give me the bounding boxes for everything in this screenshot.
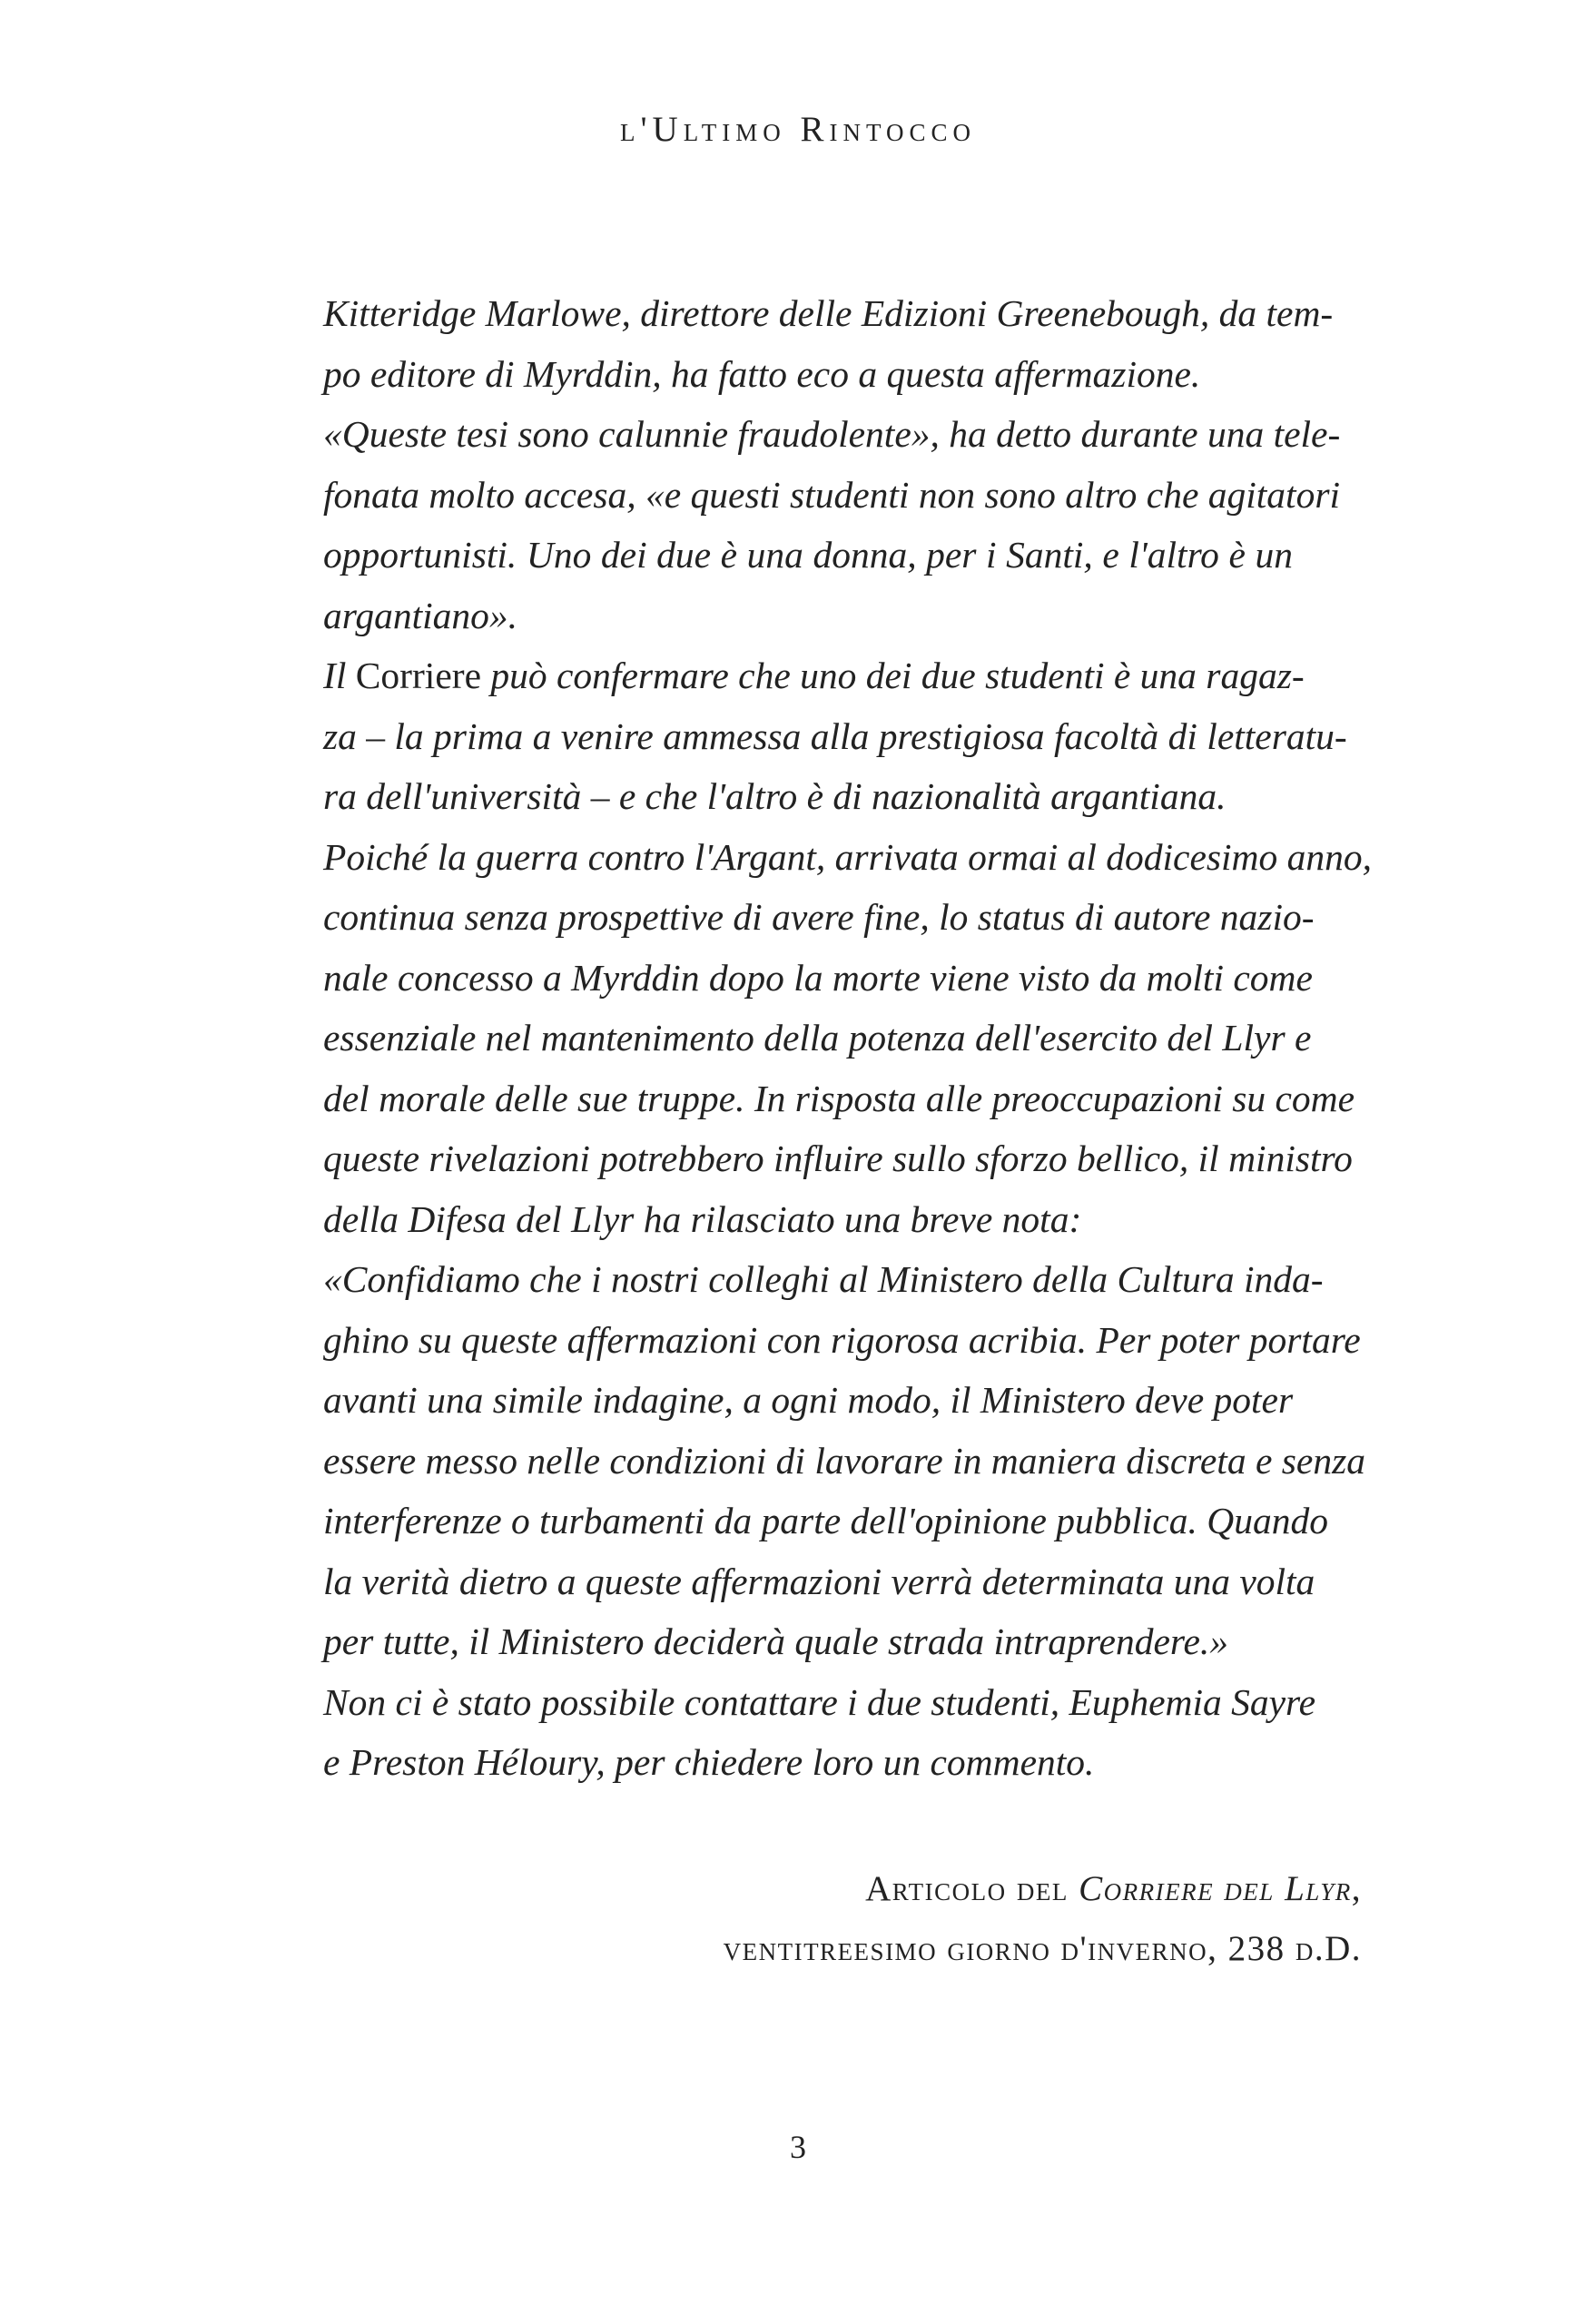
text-line: Kitteridge Marlowe, direttore delle Edizioni Greenebough, da tem- — [323, 292, 1334, 334]
running-title: l'Ultimo Rintocco — [620, 110, 976, 149]
text-run: Articolo del — [865, 1869, 1079, 1908]
paragraph — [323, 645, 1347, 827]
article-attribution — [363, 1859, 1362, 1979]
paragraph — [323, 827, 1373, 1250]
text-line: fonata molto accesa, «e questi studenti non sono altro che agitatori — [323, 473, 1341, 516]
text-line: della Difesa del Llyr ha rilasciato una breve nota: — [323, 1197, 1082, 1240]
text-line: Non ci è stato possibile contattare i due studenti, Euphemia Sayre — [323, 1680, 1316, 1723]
text-line: queste rivelazioni potrebbero influire sullo sforzo bellico, il ministro — [323, 1137, 1353, 1179]
text-line: ghino su queste affermazioni con rigorosa acribia. Per poter portare — [323, 1318, 1361, 1361]
text-line: Poiché la guerra contro l'Argant, arrivata ormai al dodicesimo anno, — [323, 835, 1373, 878]
attribution-date: ventitreesimo giorno d'inverno, 238 d.D. — [723, 1929, 1362, 1968]
quotation — [323, 1249, 1365, 1672]
article-body — [323, 283, 1373, 1793]
text-run: , — [1351, 1869, 1362, 1908]
text-line: opportunisti. Uno dei due è una donna, per i Santi, e l'altro è un — [323, 534, 1293, 576]
text-line: interferenze o turbamenti da parte dell'opinione pubblica. Quando — [323, 1500, 1328, 1541]
text-line: argantiano». — [323, 594, 518, 636]
text-line: del morale delle sue truppe. In risposta alle preoccupazioni su come — [323, 1077, 1355, 1119]
text-line: «Confidiamo che i nostri colleghi al Ministero della Cultura inda- — [323, 1258, 1324, 1300]
text-line: nale concesso a Myrddin dopo la morte viene visto da molti come — [323, 956, 1313, 999]
newspaper-name: Corriere — [355, 655, 481, 696]
text-line: «Queste tesi sono calunnie fraudolente», ha detto durante una tele- — [323, 413, 1341, 455]
text-line: essere messo nelle condizioni di lavorare in maniera discreta e senza — [323, 1439, 1365, 1482]
paragraph — [323, 283, 1334, 404]
text-line: e Preston Héloury, per chiedere loro un commento. — [323, 1741, 1095, 1783]
page-number: 3 — [790, 2129, 806, 2165]
text-line: po editore di Myrddin, ha fatto eco a questa affermazione. — [323, 352, 1201, 395]
newspaper-title: Corriere del Llyr — [1079, 1869, 1352, 1908]
text-line — [323, 645, 1305, 706]
text-run: Il — [323, 655, 356, 696]
text-line: avanti una simile indagine, a ogni modo, il Ministero deve poter — [323, 1379, 1294, 1421]
text-run: può confermare che uno dei due studenti è una ragaz- — [481, 655, 1305, 696]
text-line: continua senza prospettive di avere fine, lo status di autore nazio- — [323, 896, 1315, 938]
text-line: za – la prima a venire ammessa alla prestigiosa facoltà di letteratu- — [323, 714, 1347, 757]
text-line: per tutte, il Ministero deciderà quale strada intraprendere.» — [323, 1620, 1229, 1662]
attribution-source — [363, 1859, 1362, 1919]
text-line: essenziale nel mantenimento della potenza dell'esercito del Llyr e — [323, 1017, 1312, 1059]
text-line: la verità dietro a queste affermazioni verrà determinata una volta — [323, 1560, 1315, 1602]
paragraph — [323, 1672, 1316, 1793]
text-line: ra dell'università – e che l'altro è di nazionalità argantiana. — [323, 775, 1227, 817]
paragraph — [323, 404, 1341, 645]
